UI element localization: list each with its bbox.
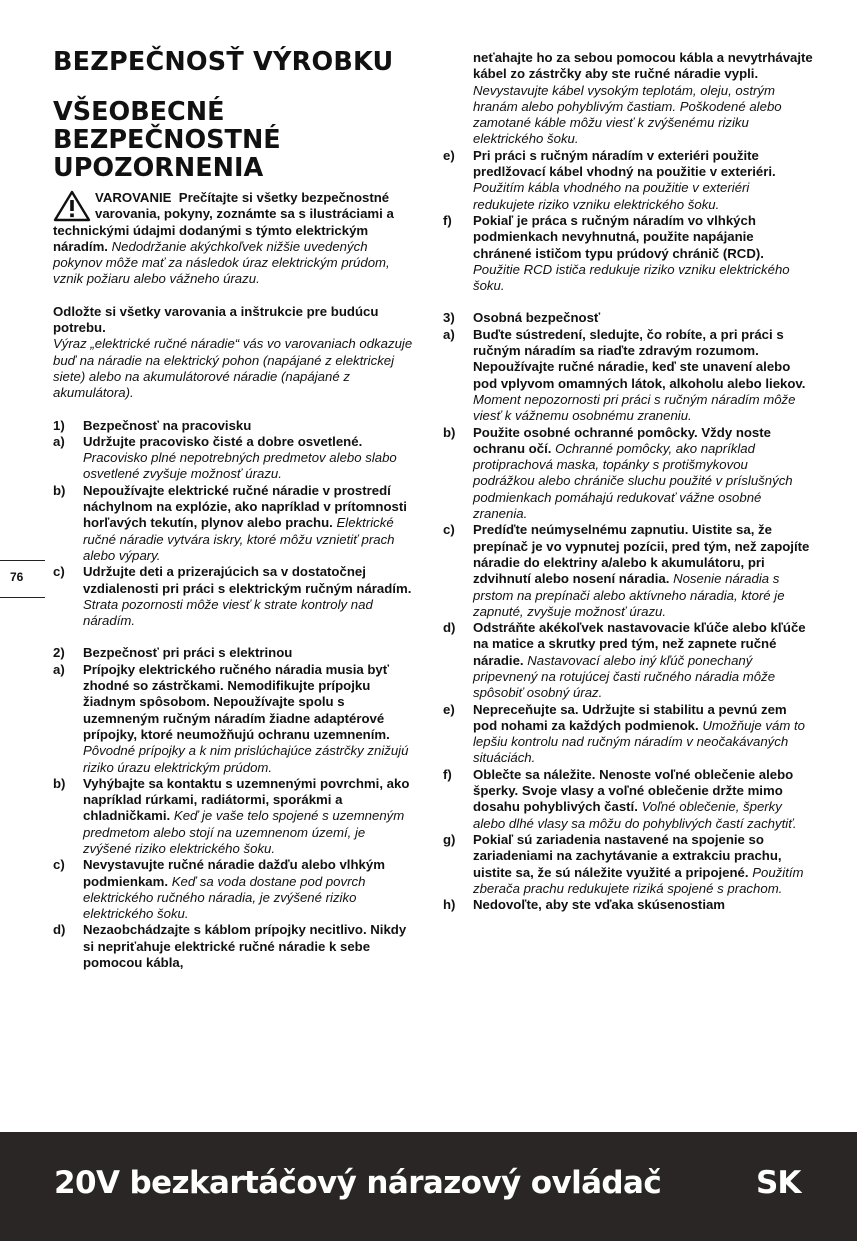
- list-item: e) Pri práci s ručným náradím v exteriéri použite predlžovací kábel vhodný na použitie v exteriéri. Použitím kábla vhodného na použitie v exteriéri redukujete riziko vzniku elektrického šoku.: [443, 147, 776, 212]
- list-item: c) Udržujte deti a prizerajúcich sa v dostatočnej vzdialenosti pri práci s elektrickým ručným náradím. Strata pozornosti môže viesť k strate kontroly nad náradím.: [53, 564, 412, 629]
- footer-title: 20V bezkartáčový nárazový ovládač: [54, 1165, 662, 1201]
- language-code: SK: [756, 1165, 801, 1201]
- list-item: e) Nepreceňujte sa. Udržujte si stabilitu a pevnú zem pod nohami za každých podmienok. Umožňuje vám to lepšiu kontrolu nad ručným náradím v neočakávaných situáciách.: [443, 701, 805, 766]
- list-item: a) Udržujte pracovisko čisté a dobre osvetlené. Pracovisko plné nepotrebných predmetov alebo slabo osvetlené zvyšuje možnosť úrazu.: [53, 433, 397, 482]
- warning-block: [53, 190, 415, 288]
- list-item: g) Pokiaľ sú zariadenia nastavené na spojenie so zariadeniami na zachytávanie a extrakciu prachu, uistite sa, že sú náležite využité a pripojené. Použitím zberača prachu redukujete riziká spojené s prachom.: [443, 831, 804, 896]
- keep-instructions: [53, 304, 415, 402]
- list-item: b) Vyhýbajte sa kontaktu s uzemnenými povrchmi, ako napríklad rúrkami, radiátormi, sporákmi a chladničkami. Keď je vaše telo spojené s uzemneným predmetom alebo stojí na uzemnenom území, je zvýšené riziko elektrického šoku.: [53, 775, 410, 856]
- warning-label: VAROVANIE: [95, 190, 172, 205]
- section-2-heading: 2) Bezpečnosť pri práci s elektrinou: [53, 645, 293, 661]
- warning-triangle-icon: [53, 190, 91, 222]
- right-column: [443, 50, 813, 913]
- left-column: [53, 190, 415, 971]
- list-item: a) Prípojky elektrického ručného náradia musia byť zhodné so zástrčkami. Nemodifikujte prípojku žiadnym spôsobom. Nepoužívajte spolu s uzemneným ručným náradím žiadne adaptérové prípojky, ktoré neumožňujú ochranu uzemnením. Pôvodné prípojky a k nim prislúchajúce zástrčky znižujú riziko úrazu elektrickým prúdom.: [53, 661, 409, 775]
- list-item: h) Nedovoľte, aby ste vďaka skúsenostiam: [443, 897, 726, 913]
- keep-text: Odložte si všetky varovania a inštrukcie pre budúcu potrebu.: [53, 303, 379, 336]
- list-item: b) Použite osobné ochranné pomôcky. Vždy noste ochranu očí. Ochranné pomôcky, ako napríklad protiprachová maska, topánky s protišmykovou podrážkou alebo chrániče sluchu použité v príslušných podmienkach pomáhajú redukovať vážne osobné zranenia.: [443, 424, 793, 522]
- list-item: d) Odstráňte akékoľvek nastavovacie kľúče alebo kľúče na matice a skrutky pred tým, než zapnete ručné náradie. Nastavovací alebo iný kľúč ponechaný pripevnený na rotujúcej časti ručného náradia môže spôsobiť osobný úraz.: [443, 620, 806, 701]
- list-item: c) Nevystavujte ručné náradie dažďu alebo vlhkým podmienkam. Keď sa voda dostane pod povrch elektrického ručného náradia, je zvýšené riziko elektrického šoku.: [53, 857, 385, 922]
- list-item: a) Buďte sústredení, sledujte, čo robíte, a pri práci s ručným náradím sa riaďte zdravým rozumom. Nepoužívajte ručné náradie, keď ste unavení alebo pod vplyvom omamných látok, alkoholu alebo liekov. Moment nepozornosti pri práci s ručným náradím môže viesť k vážnemu osobnému zraneniu.: [443, 326, 806, 424]
- page-number: 76: [10, 570, 24, 584]
- list-item: f) Pokiaľ je práca s ručným náradím vo vlhkých podmienkach nevyhnutná, použite napájanie chránené ističom typu prúdový chránič (RCD). Použitie RCD ističa redukuje riziko vzniku elektrického šoku.: [443, 212, 790, 294]
- list-item: c) Predíďte neúmyselnému zapnutiu. Uistite sa, že prepínač je vo vypnutej pozícii, pred tým, než zapojíte náradie do elektriny a/alebo k akumulátoru, pri zdvihnutí alebo nosení náradia. Nosenie náradia s prstom na prepínači alebo aktívneho náradia, ktoré je zapnuté, zvyšuje možnosť úrazu.: [443, 522, 810, 619]
- section-heading: BEZPEČNOSŤ VÝROBKU: [53, 47, 394, 77]
- list-item: d) Nezaobchádzajte s káblom prípojky necitlivo. Nikdy si nepriťahuje elektrické ručné náradie k sebe pomocou kábla,: [53, 922, 407, 971]
- list-item: b) Nepoužívajte elektrické ručné náradie v prostredí náchylnom na explózie, ako napríklad v prítomnosti horľavých tekutín, plynov alebo prachu. Elektrické ručné náradie vytvára iskry, ktoré môžu vznietiť prach alebo výpary.: [53, 482, 407, 563]
- list-item: f) Oblečte sa náležite. Nenoste voľné oblečenie alebo šperky. Svoje vlasy a voľné oblečenie držte mimo dosahu pohyblivých častí. Voľné oblečenie, šperky alebo dlhé vlasy sa môžu do pohyblivých častí zachytiť.: [443, 766, 797, 831]
- keep-note: Výraz „elektrické ručné náradie“ vás vo varovaniach odkazuje buď na náradie na elektrický pohon (napájané z elektrickej siete) alebo na akumulátorové náradie (napájané z akumulátora).: [53, 336, 413, 401]
- list-item-continued: neťahajte ho za sebou pomocou kábla a nevytrhávajte kábel zo zástrčky aby ste ručné náradie vypli. Nevystavujte kábel vysokým teplotám, oleju, ostrým hranám alebo pohyblivým častiam. Poškodené alebo zamotané káble môžu viesť k zvýšenému riziku elektrického šoku.: [473, 50, 813, 147]
- warning-text: Prečítajte si všetky bezpečnostné varovania, pokyny, zoznámte sa s ilustráciami a technickými údajmi dodanými s týmto elektrickým náradím.: [53, 190, 394, 254]
- section-1-heading: 1) Bezpečnosť na pracovisku: [53, 417, 252, 433]
- warning-note: Nedodržanie akýchkoľvek nižšie uvedených pokynov môže mať za následok úraz elektrickým prúdom, vznik požiaru alebo vážneho úrazu.: [53, 238, 390, 287]
- section-3-heading: 3) Osobná bezpečnosť: [443, 310, 601, 326]
- subsection-heading: VŠEOBECNÉ BEZPEČNOSTNÉ UPOZORNENIA: [53, 97, 281, 183]
